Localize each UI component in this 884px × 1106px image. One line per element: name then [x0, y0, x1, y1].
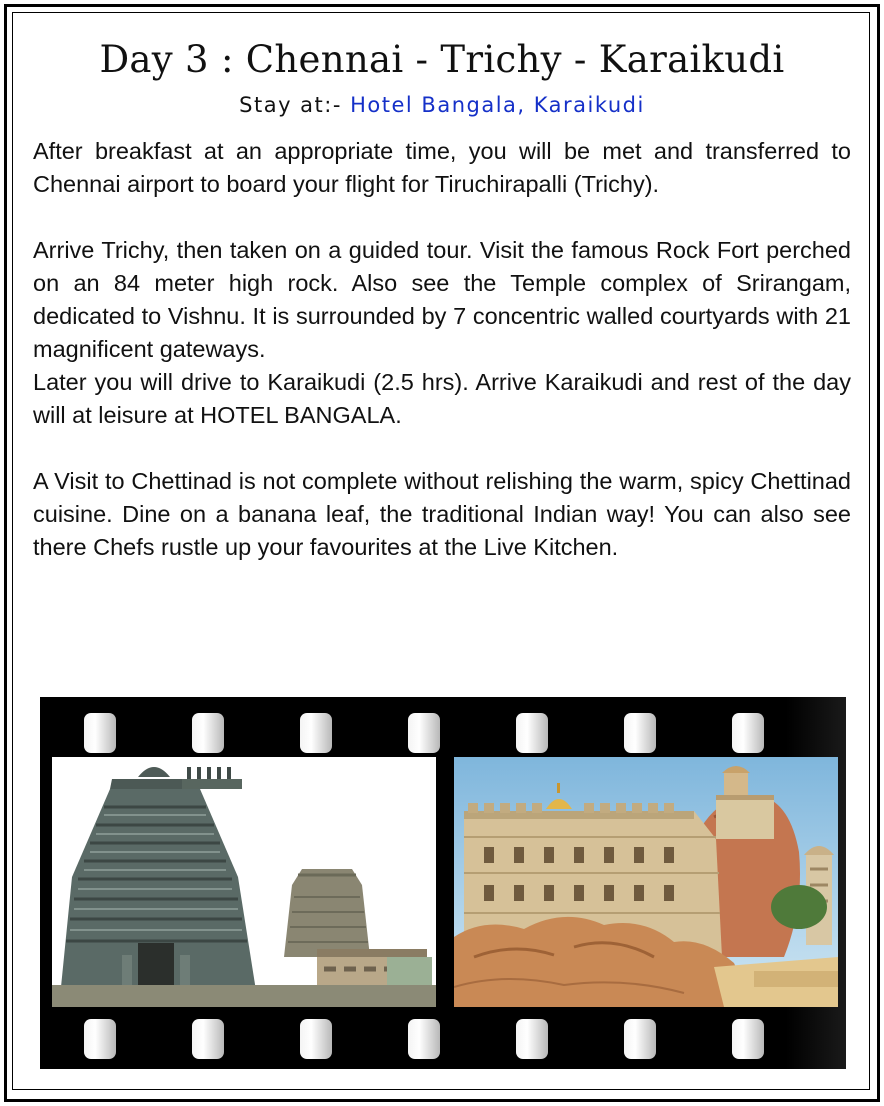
itinerary-text	[33, 135, 851, 564]
sprocket-hole	[732, 713, 764, 753]
temple-gopuram-image	[52, 757, 436, 1007]
sprocket-hole	[300, 1019, 332, 1059]
sprocket-hole	[624, 1019, 656, 1059]
sprocket-hole	[84, 713, 116, 753]
rock-fort-image	[454, 757, 838, 1007]
sprocket-hole	[408, 713, 440, 753]
paragraph-cuisine: A Visit to Chettinad is not complete without relishing the warm, spicy Chettinad cuisine. Dine on a banana leaf, the traditional Indian way! You can also see there Chefs rustle up your favourites at the Live Kitchen.	[33, 468, 851, 560]
sprocket-hole	[732, 1019, 764, 1059]
hotel-name: Hotel Bangala, Karaikudi	[350, 93, 645, 117]
paragraph-trichy-tour: Arrive Trichy, then taken on a guided tour. Visit the famous Rock Fort perched on an 84 meter high rock. Also see the Temple complex of Srirangam, dedicated to Vishnu. It is surrounded by 7 concentric walled courtyards with 21 magnificent gateways.	[33, 237, 851, 362]
sprocket-hole	[300, 713, 332, 753]
photo-rock-fort	[454, 757, 838, 1007]
sprocket-hole	[84, 1019, 116, 1059]
stay-line	[0, 93, 884, 117]
film-strip-gallery	[40, 697, 846, 1069]
stay-label: Stay at:-	[239, 93, 351, 117]
sprocket-hole	[624, 713, 656, 753]
sprocket-hole	[192, 1019, 224, 1059]
paragraph-karaikudi: Later you will drive to Karaikudi (2.5 hrs). Arrive Karaikudi and rest of the day will at leisure at HOTEL BANGALA.	[33, 369, 851, 428]
photo-srirangam-temple	[52, 757, 436, 1007]
sprocket-hole	[192, 713, 224, 753]
paragraph-transfer: After breakfast at an appropriate time, you will be met and transferred to Chennai airport to board your flight for Tiruchirapalli (Trichy).	[33, 138, 851, 197]
sprocket-hole	[516, 1019, 548, 1059]
sprocket-hole	[408, 1019, 440, 1059]
sprocket-hole	[516, 713, 548, 753]
page-title: Day 3 : Chennai - Trichy - Karaikudi	[99, 38, 785, 81]
